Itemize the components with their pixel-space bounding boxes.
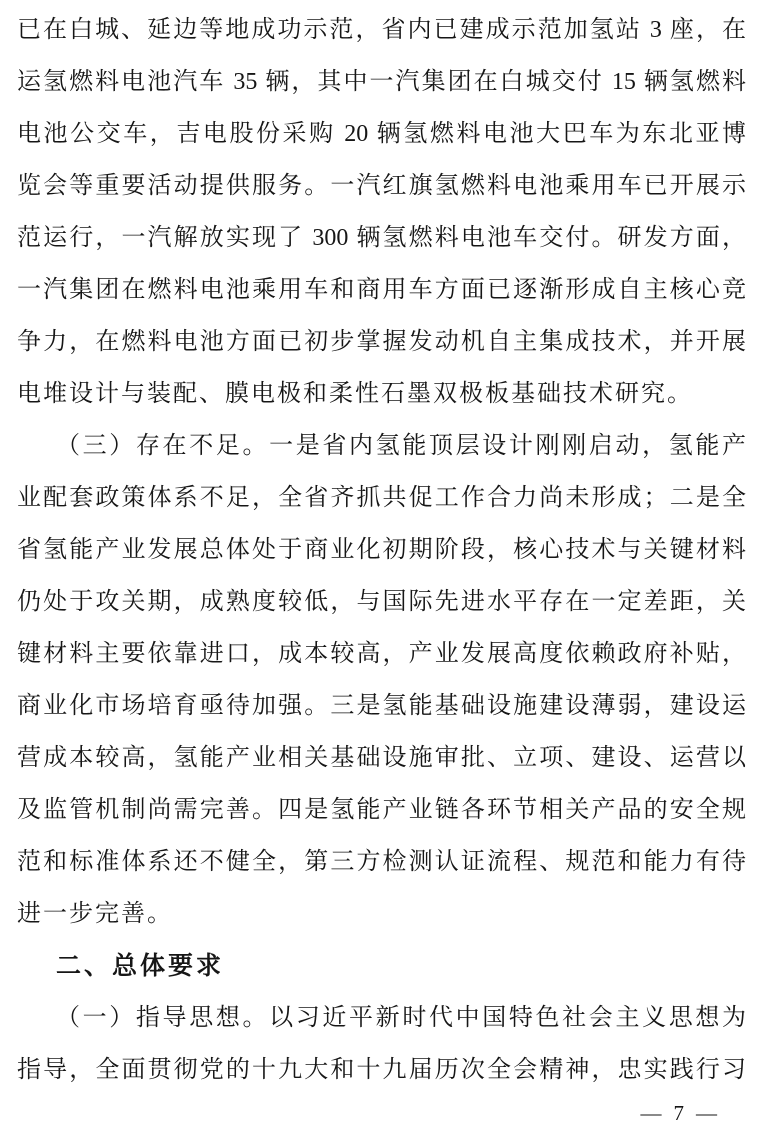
text-line: 指导，全面贯彻党的十九大和十九届历次全会精神，忠实践行习 [17, 1057, 746, 1083]
text-line: 电堆设计与装配、膜电极和柔性石墨双极板基础技术研究。 [17, 381, 693, 407]
text-line: 览会等重要活动提供服务。一汽红旗氢燃料电池乘用车已开展示 [17, 173, 746, 199]
text-line: 营成本较高，氢能产业相关基础设施审批、立项、建设、运营以 [17, 745, 746, 771]
page-number [635, 1096, 724, 1130]
paragraph-lead: （三）存在不足。 [56, 433, 270, 459]
text-line: 范运行，一汽解放实现了 300 辆氢燃料电池车交付。研发方面， [17, 225, 746, 251]
text-line: 进一步完善。 [17, 901, 173, 927]
paragraph-lead: （一）指导思想。 [56, 1005, 270, 1031]
text-line: 键材料主要依靠进口，成本较高，产业发展高度依赖政府补贴， [17, 641, 746, 667]
text-line: （一）指导思想。以习近平新时代中国特色社会主义思想为 [56, 1005, 747, 1031]
text-line: 争力，在燃料电池方面已初步掌握发动机自主集成技术，并开展 [17, 329, 746, 355]
page-number-right-dash: — [696, 1101, 717, 1125]
page-number-left-dash: — [640, 1101, 662, 1125]
document-text [17, 4, 746, 1096]
section-heading: 二、总体要求 [56, 952, 225, 980]
text-line: 一汽集团在燃料电池乘用车和商用车方面已逐渐形成自主核心竞 [17, 277, 746, 303]
text-line: 范和标准体系还不健全，第三方检测认证流程、规范和能力有待 [17, 849, 746, 875]
text-line: （三）存在不足。一是省内氢能顶层设计刚刚启动，氢能产 [56, 433, 747, 459]
text-line: 商业化市场培育亟待加强。三是氢能基础设施建设薄弱，建设运 [17, 693, 746, 719]
text-line: 省氢能产业发展总体处于商业化初期阶段，核心技术与关键材料 [17, 537, 746, 563]
text-line: 仍处于攻关期，成熟度较低，与国际先进水平存在一定差距，关 [17, 589, 746, 615]
page-number-value: 7 [673, 1101, 684, 1125]
text-line: 运氢燃料电池汽车 35 辆，其中一汽集团在白城交付 15 辆氢燃料 [17, 69, 746, 95]
text-line: 业配套政策体系不足，全省齐抓共促工作合力尚未形成；二是全 [17, 485, 746, 511]
text-line: 及监管机制尚需完善。四是氢能产业链各环节相关产品的安全规 [17, 797, 746, 823]
text-line: 已在白城、延边等地成功示范，省内已建成示范加氢站 3 座，在 [17, 17, 746, 43]
text-line: 电池公交车，吉电股份采购 20 辆氢燃料电池大巴车为东北亚博 [17, 121, 746, 147]
